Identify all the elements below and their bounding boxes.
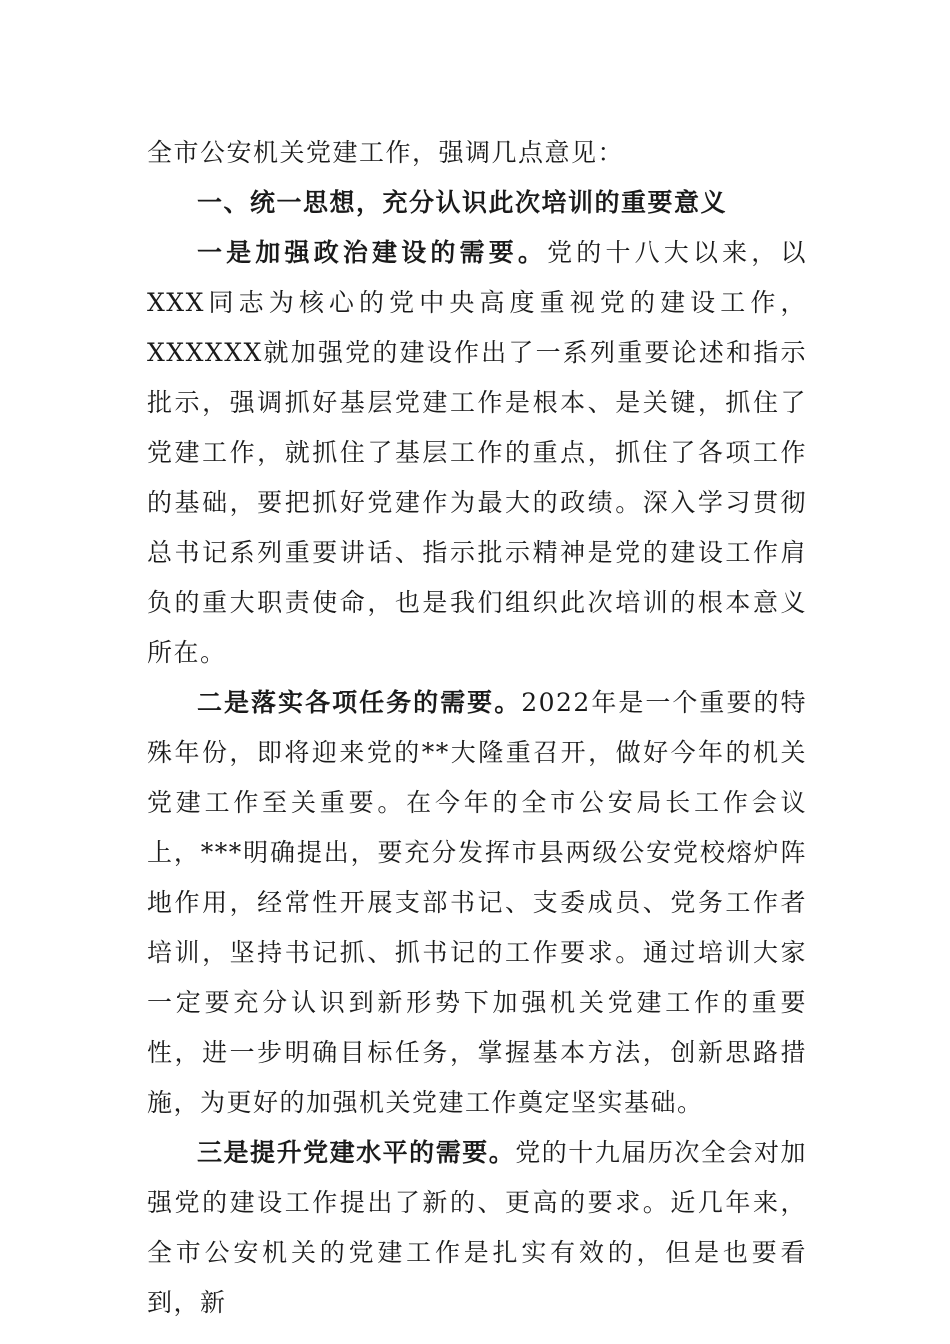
intro-line: 全市公安机关党建工作，强调几点意见： <box>147 138 625 167</box>
paragraph-3-body: 党的十九届历次全会对加强党的建设工作提出了新的、更高的要求。近几年来，全市公安机关的党建工作是扎实有效的，但是也要看到，新 <box>147 1138 807 1317</box>
paragraph-3-lead: 三是提升党建水平的需要。 <box>197 1138 516 1167</box>
paragraph-1-body: 党的十八大以来，以XXX同志为核心的党中央高度重视党的建设工作，XXXXXX就加强党的建设作出了一系列重要论述和指示批示，强调抓好基层党建工作是根本、是关键，抓住了党建工作，就抓住了基层工作的重点，抓住了各项工作的基础，要把抓好党建作为最大的政绩。深入学习贯彻总书记系列重要讲话、指示批示精神是党的建设工作肩负的重大职责使命，也是我们组织此次培训的根本意义所在。 <box>147 238 807 667</box>
document-body <box>147 128 807 1328</box>
paragraph-2-lead: 二是落实各项任务的需要。 <box>197 688 522 717</box>
paragraph-1 <box>147 228 807 678</box>
paragraph-2-body: 2022年是一个重要的特殊年份，即将迎来党的**大隆重召开，做好今年的机关党建工作至关重要。在今年的全市公安局长工作会议上，***明确提出，要充分发挥市县两级公安党校熔炉阵地作用，经常性开展支部书记、支委成员、党务工作者培训，坚持书记抓、抓书记的工作要求。通过培训大家一定要充分认识到新形势下加强机关党建工作的重要性，进一步明确目标任务，掌握基本方法，创新思路措施，为更好的加强机关党建工作奠定坚实基础。 <box>147 688 807 1117</box>
paragraph-1-lead: 一是加强政治建设的需要。 <box>197 238 548 267</box>
section-heading: 一、统一思想，充分认识此次培训的重要意义 <box>197 188 728 217</box>
paragraph-2 <box>147 678 807 1128</box>
paragraph-3 <box>147 1128 807 1328</box>
